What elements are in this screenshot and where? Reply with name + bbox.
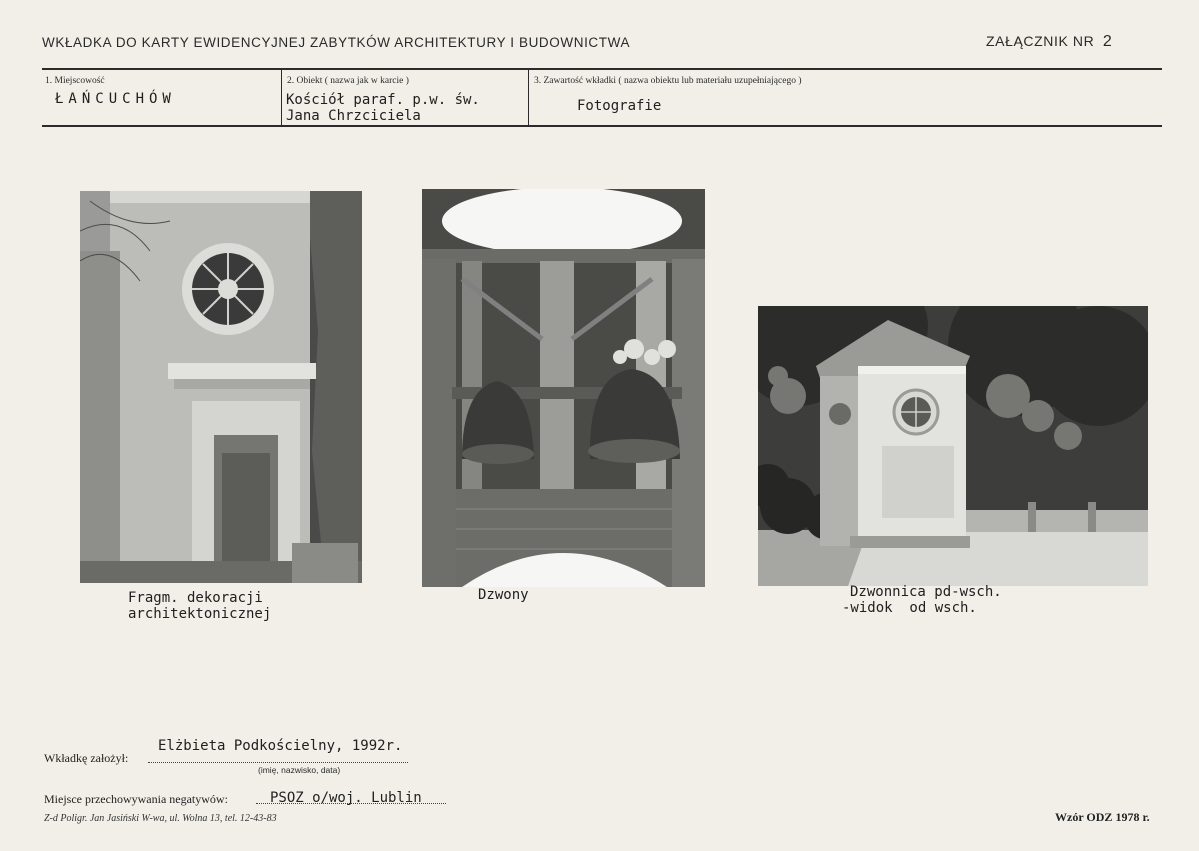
founder-label: Wkładkę założył: <box>44 751 129 765</box>
photo-architectural-detail-image <box>80 191 362 583</box>
table-top-rule <box>42 68 1162 70</box>
object-label: 2. Obiekt ( nazwa jak w karcie ) <box>287 76 409 86</box>
founder-hint: (imię, nazwisko, data) <box>258 765 341 775</box>
photo-3-caption-line1: Dzwonnica pd-wsch. <box>850 584 1002 600</box>
storage-value: PSOZ o/woj. Lublin <box>270 790 422 806</box>
storage-label: Miejsce przechowywania negatywów: <box>44 792 228 806</box>
annex-number: 2 <box>1102 33 1113 50</box>
table-bottom-rule <box>42 125 1162 127</box>
photo-architectural-detail <box>80 191 362 583</box>
form-model: Wzór ODZ 1978 r. <box>1055 810 1150 824</box>
photo-2-caption: Dzwony <box>478 587 529 603</box>
annex-label-text: ZAŁĄCZNIK NR <box>986 33 1095 49</box>
column-divider-1 <box>281 69 282 125</box>
annex-label <box>986 33 1112 51</box>
photo-bell-tower-image <box>758 306 1148 586</box>
sheet-title: WKŁADKA DO KARTY EWIDENCYJNEJ ZABYTKÓW ARCHITEKTURY I BUDOWNICTWA <box>42 35 631 50</box>
content-value: Fotografie <box>577 98 662 114</box>
photo-bells-image <box>422 189 705 587</box>
photo-3-caption-line2: -widok od wsch. <box>842 600 977 616</box>
printer-imprint: Z-d Poligr. Jan Jasiński W-wa, ul. Wolna 13, tel. 12-43-83 <box>44 813 277 824</box>
photo-bells <box>422 189 705 587</box>
content-label: 3. Zawartość wkładki ( nazwa obiektu lub materiału uzupełniającego ) <box>534 76 802 86</box>
column-divider-2 <box>528 69 529 125</box>
photo-bell-tower <box>758 306 1148 586</box>
object-value-line1: Kościół paraf. p.w. św. <box>286 92 480 108</box>
place-value: ŁAŃCUCHÓW <box>55 91 176 107</box>
place-label: 1. Miejscowość <box>45 76 105 86</box>
photo-1-caption-line2: architektonicznej <box>128 606 272 622</box>
object-value-line2: Jana Chrzciciela <box>286 108 421 124</box>
founder-value: Elżbieta Podkościelny, 1992r. <box>158 738 403 754</box>
photo-1-caption-line1: Fragm. dekoracji <box>128 590 263 606</box>
founder-dotted-line <box>148 762 408 763</box>
